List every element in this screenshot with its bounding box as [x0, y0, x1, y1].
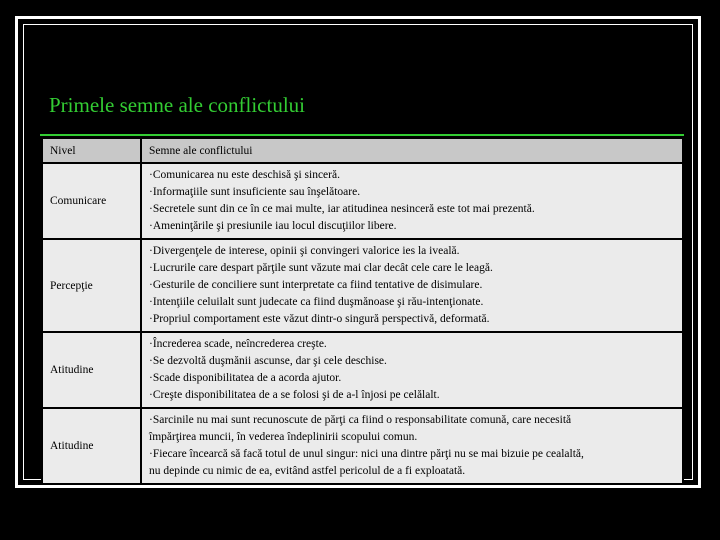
row-level: Percepţie — [42, 239, 141, 332]
row-level: Atitudine — [42, 332, 141, 408]
slide-title: Primele semne ale conflictului — [49, 93, 305, 117]
sign-line: ·Gesturile de conciliere sunt interpretate ca fiind tentative de disimulare. — [149, 279, 483, 291]
title-underline — [40, 134, 684, 136]
table-row — [42, 408, 683, 484]
sign-line: ·Divergenţele de interese, opinii şi convingeri valorice ies la iveală. — [149, 245, 460, 257]
row-level: Comunicare — [42, 163, 141, 239]
sign-line: ·Secretele sunt din ce în ce mai multe, iar atitudinea nesinceră este tot mai prezentă. — [149, 203, 535, 215]
conflict-signs-table — [41, 137, 684, 485]
header-level: Nivel — [42, 138, 141, 163]
table-row — [42, 163, 683, 239]
sign-line: ·Se dezvoltă duşmănii ascunse, dar şi cele deschise. — [149, 355, 387, 367]
sign-line: ·Încrederea scade, neîncrederea creşte. — [149, 338, 327, 350]
table-row — [42, 239, 683, 332]
row-signs — [141, 408, 683, 484]
signs-list — [149, 333, 682, 407]
sign-line: ·Lucrurile care despart părţile sunt văzute mai clar decât cele care le leagă. — [149, 262, 493, 274]
sign-line: împărţirea muncii, în vederea îndeplinirii scopului comun. — [149, 431, 418, 443]
signs-list — [149, 409, 682, 483]
sign-line: nu depinde cu nimic de ea, evitând astfel pericolul de a fi exploatată. — [149, 465, 466, 477]
row-level: Atitudine — [42, 408, 141, 484]
sign-line: ·Fiecare încearcă să facă totul de unul singur: nici una dintre părţi nu se mai bizuie pe cealaltă, — [149, 448, 584, 460]
sign-line: ·Creşte disponibilitatea de a se folosi şi de a-l înjosi pe celălalt. — [149, 389, 440, 401]
sign-line: ·Ameninţările şi presiunile iau locul discuţiilor libere. — [149, 220, 397, 232]
row-signs — [141, 163, 683, 239]
sign-line: ·Informaţiile sunt insuficiente sau înşelătoare. — [149, 186, 361, 198]
table-row — [42, 332, 683, 408]
sign-line: ·Intenţiile celuilalt sunt judecate ca fiind duşmănoase şi rău-intenţionate. — [149, 296, 484, 308]
sign-line: ·Scade disponibilitatea de a acorda ajutor. — [149, 372, 342, 384]
signs-list — [149, 164, 682, 238]
row-signs — [141, 239, 683, 332]
sign-line: ·Propriul comportament este văzut dintr-o singură perspectivă, deformată. — [149, 313, 490, 325]
row-signs — [141, 332, 683, 408]
header-signs: Semne ale conflictului — [141, 138, 683, 163]
sign-line: ·Comunicarea nu este deschisă şi sinceră. — [149, 169, 340, 181]
table-header-row — [42, 138, 683, 163]
signs-list — [149, 240, 682, 331]
sign-line: ·Sarcinile nu mai sunt recunoscute de părţi ca fiind o responsabilitate comună, care necesită — [149, 414, 572, 426]
